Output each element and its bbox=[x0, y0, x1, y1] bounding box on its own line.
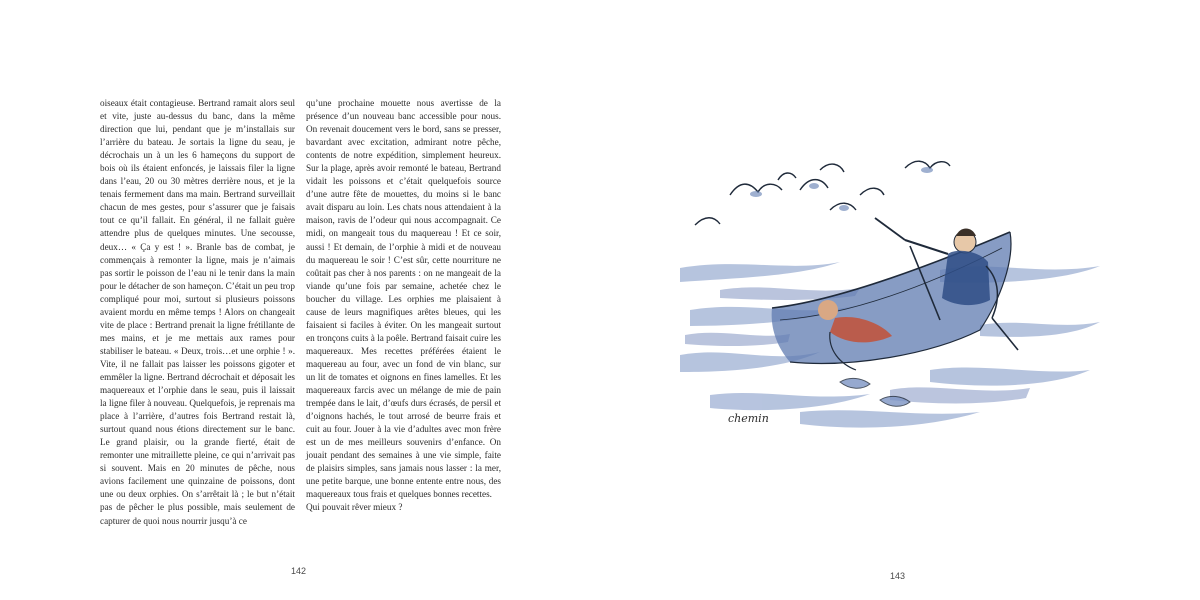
page-number: 143 bbox=[890, 571, 906, 581]
closing-line: Qui pouvait rêver mieux ? bbox=[306, 502, 403, 513]
watercolor-illustration bbox=[680, 150, 1105, 440]
artist-signature: chemin bbox=[728, 412, 769, 425]
text-column-2 bbox=[306, 97, 501, 515]
boat-fishing-drawing bbox=[680, 150, 1105, 440]
right-page bbox=[600, 0, 1200, 600]
paragraph: qu’une prochaine mouette nous avertisse de la présence d’un nouveau banc accessible pour nous. On revenait doucement vers le bord, sans se presser, bavardant avec excitation, admirant notre pêche, contents de notre expédition, simplement heureux. Sur la plage, après avoir remonté le bateau, Bertrand vidait les poissons et c’était quelquefois source d’une autre fête de mouettes, du moins si le banc avait disparu au loin. Les chats nous attendaient à la maison, ravis de l’odeur qui nous accompagnait. Ce midi, on mangeait tous du maquereau ! Et ce soir, aussi ! Et demain, de l’orphie à midi et de nouveau du maquereau le soir ! C’est sûr, cette nourriture ne coûtait pas cher à nos parents : on ne mangeait de la viande qu’une fois par semaine, achetée chez le boucher du village. Les orphies me plaisaient à cause de leurs magnifiques arêtes bleues, qui les faisaient si faciles à éviter. On les mangeait surtout en tronçons cuits à la poêle. Bertrand faisait cuire les maquereaux. Mes recettes préférées étaient le maquereau au four, avec un fond de vin blanc, sur un lit de tomates et oignons en fines lamelles. Et les maquereaux farcis avec un mélange de mie de pain trempée dans le lait, d’œufs durs écrasés, de persil et d’oignons hachés, le tout arrosé de beurre frais et cuit au four. Jouer à la vie d’adultes avec mon frère est un de mes meilleurs souvenirs d’enfance. On jouait pendant des semaines à une vie simple, faite de plaisirs simples, sans jamais nous lasser : la mer, une petite barque, une bonne entente entre nous, des maquereaux tous frais et quelques bonnes recettes. bbox=[306, 98, 501, 500]
paragraph: oiseaux était contagieuse. Bertrand ramait alors seul et vite, juste au-dessus du banc, dans la même direction que lui, pendant que je m’installais sur l’arrière du bateau. Je sortais la ligne du seau, je décrochais un à un les 6 hameçons du support de bois où ils étaient enfoncés, je laissais filer la ligne dans l’eau, 20 ou 30 mètres derrière nous, et je la tenais fermement dans ma main. Bertrand surveillait chacun de mes gestes, pour s’assurer que je faisais tout ce qu’il fallait. En général, il ne fallait guère attendre plus de quelques minutes. Une secousse, deux… « Ça y est ! ». Branle bas de combat, je commençais à remonter la ligne, mais je n’aimais pas sortir le poisson de l’eau ni le tenir dans la main pour le détacher de son hameçon. C’était un peu trop compliqué pour moi, surtout si plusieurs poissons avaient mordu en même temps ! Alors on changeait vite de place : Bertrand prenait la ligne frétillante de mes mains, et je me mettais aux rames pour stabiliser le bateau. « Deux, trois…et une orphie ! ». Vite, il ne fallait pas laisser les poissons gigoter et emmêler la ligne. Bertrand décrochait et déposait les maquereaux et l’orphie dans le seau, puis il laissait la ligne filer à nouveau. Quelquefois, je reprenais ma place à l’arrière, d’autres fois Bertrand restait là, surtout quand nous étions directement sur le banc. Le grand plaisir, ou la grande fierté, était de remonter une mitraillette pleine, ce qui n’arrivait pas si souvent. Mais en 20 minutes de pêche, nous avions facilement une quinzaine de poissons, dont une ou deux orphies. On s’arrêtait là ; le but n’était pas de pêcher le plus possible, mais seulement de capturer de quoi nous nourrir jusqu’à ce bbox=[100, 98, 295, 526]
page-number: 142 bbox=[291, 566, 307, 576]
text-column-1 bbox=[100, 97, 295, 528]
